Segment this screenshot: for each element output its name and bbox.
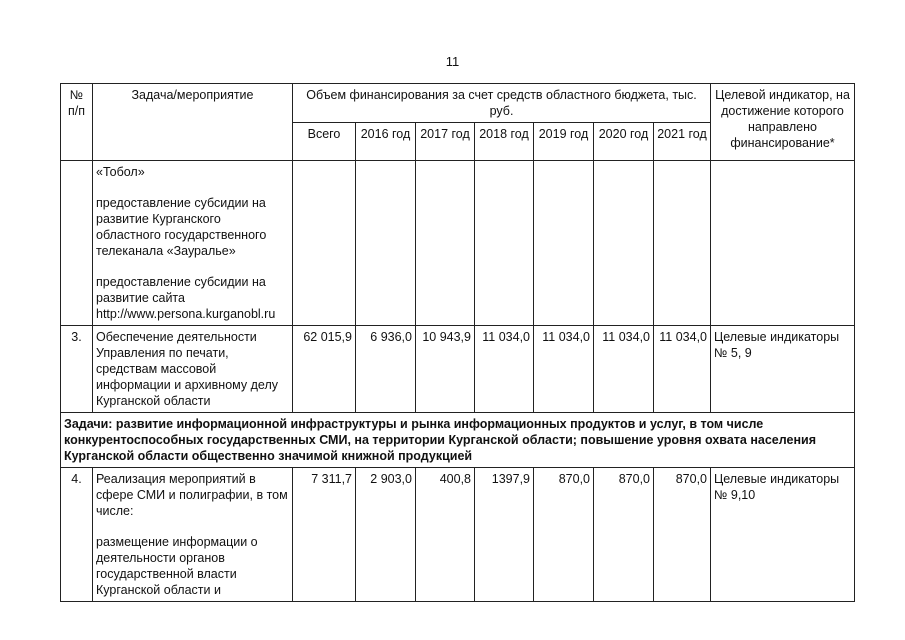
- cell-2017: [416, 161, 475, 326]
- header-task: Задача/мероприятие: [93, 84, 293, 161]
- cell-2018: 1397,9: [475, 468, 534, 602]
- table-row-3: [61, 326, 855, 413]
- cell-task: Обеспечение деятельности Управления по печати, средствам массовой информации и архивному делу Курганской области: [93, 326, 293, 413]
- continuation-url: http://www.persona.kurganobl.ru: [96, 307, 276, 321]
- cell-num: 4.: [61, 468, 93, 602]
- page-number: 11: [445, 54, 460, 69]
- row4-task: Реализация мероприятий в сфере СМИ и полиграфии, в том числе:: [96, 472, 288, 518]
- cell-2018: 11 034,0: [475, 326, 534, 413]
- header-col-2016: 2016 год: [356, 123, 416, 161]
- table-row-4: [61, 468, 855, 602]
- header-col-2017: 2017 год: [416, 123, 475, 161]
- cell-2016: 6 936,0: [356, 326, 416, 413]
- cell-total: [293, 161, 356, 326]
- header-col-2020: 2020 год: [594, 123, 654, 161]
- cell-2020: [594, 161, 654, 326]
- cell-2021: [654, 161, 711, 326]
- cell-2018: [475, 161, 534, 326]
- cell-total: 62 015,9: [293, 326, 356, 413]
- header-funding: Объем финансирования за счет средств областного бюджета, тыс. руб.: [293, 84, 711, 123]
- cell-task: [93, 468, 293, 602]
- header-col-total: Всего: [293, 123, 356, 161]
- continuation-line-3: предоставление субсидии на развитие сайта: [96, 275, 266, 305]
- header-indicator: Целевой индикатор, на достижение которого направлено финансирование*: [711, 84, 855, 161]
- funding-table: [60, 83, 855, 602]
- row4-task-sub: размещение информации о деятельности органов государственной власти Курганской области и: [96, 535, 258, 597]
- table-header-row: [61, 84, 855, 123]
- cell-total: 7 311,7: [293, 468, 356, 602]
- cell-2016: [356, 161, 416, 326]
- cell-num: [61, 161, 93, 326]
- header-num: № п/п: [61, 84, 93, 161]
- table-row-section: [61, 413, 855, 468]
- cell-2021: 11 034,0: [654, 326, 711, 413]
- cell-2021: 870,0: [654, 468, 711, 602]
- cell-2016: 2 903,0: [356, 468, 416, 602]
- cell-num: 3.: [61, 326, 93, 413]
- header-col-2021: 2021 год: [654, 123, 711, 161]
- cell-2019: 11 034,0: [534, 326, 594, 413]
- section-tasks: Задачи: развитие информационной инфраструктуры и рынка информационных продуктов и услуг, в том числе конкурентоспособных государственных СМИ, на территории Курганской области; повышение уровня охвата населения Курганской области общественно значимой книжной продукцией: [61, 413, 855, 468]
- cell-2020: 11 034,0: [594, 326, 654, 413]
- cell-2017: 400,8: [416, 468, 475, 602]
- table-row-continuation: [61, 161, 855, 326]
- cell-2019: [534, 161, 594, 326]
- cell-indicator: Целевые индикаторы № 9,10: [711, 468, 855, 602]
- continuation-line-2: предоставление субсидии на развитие Курганского областного государственного телеканала «Зауралье»: [96, 196, 267, 258]
- cell-2019: 870,0: [534, 468, 594, 602]
- cell-indicator: [711, 161, 855, 326]
- cell-2017: 10 943,9: [416, 326, 475, 413]
- cell-indicator: Целевые индикаторы № 5, 9: [711, 326, 855, 413]
- cell-2020: 870,0: [594, 468, 654, 602]
- continuation-line-1: «Тобол»: [96, 165, 145, 179]
- cell-task: [93, 161, 293, 326]
- header-col-2019: 2019 год: [534, 123, 594, 161]
- header-col-2018: 2018 год: [475, 123, 534, 161]
